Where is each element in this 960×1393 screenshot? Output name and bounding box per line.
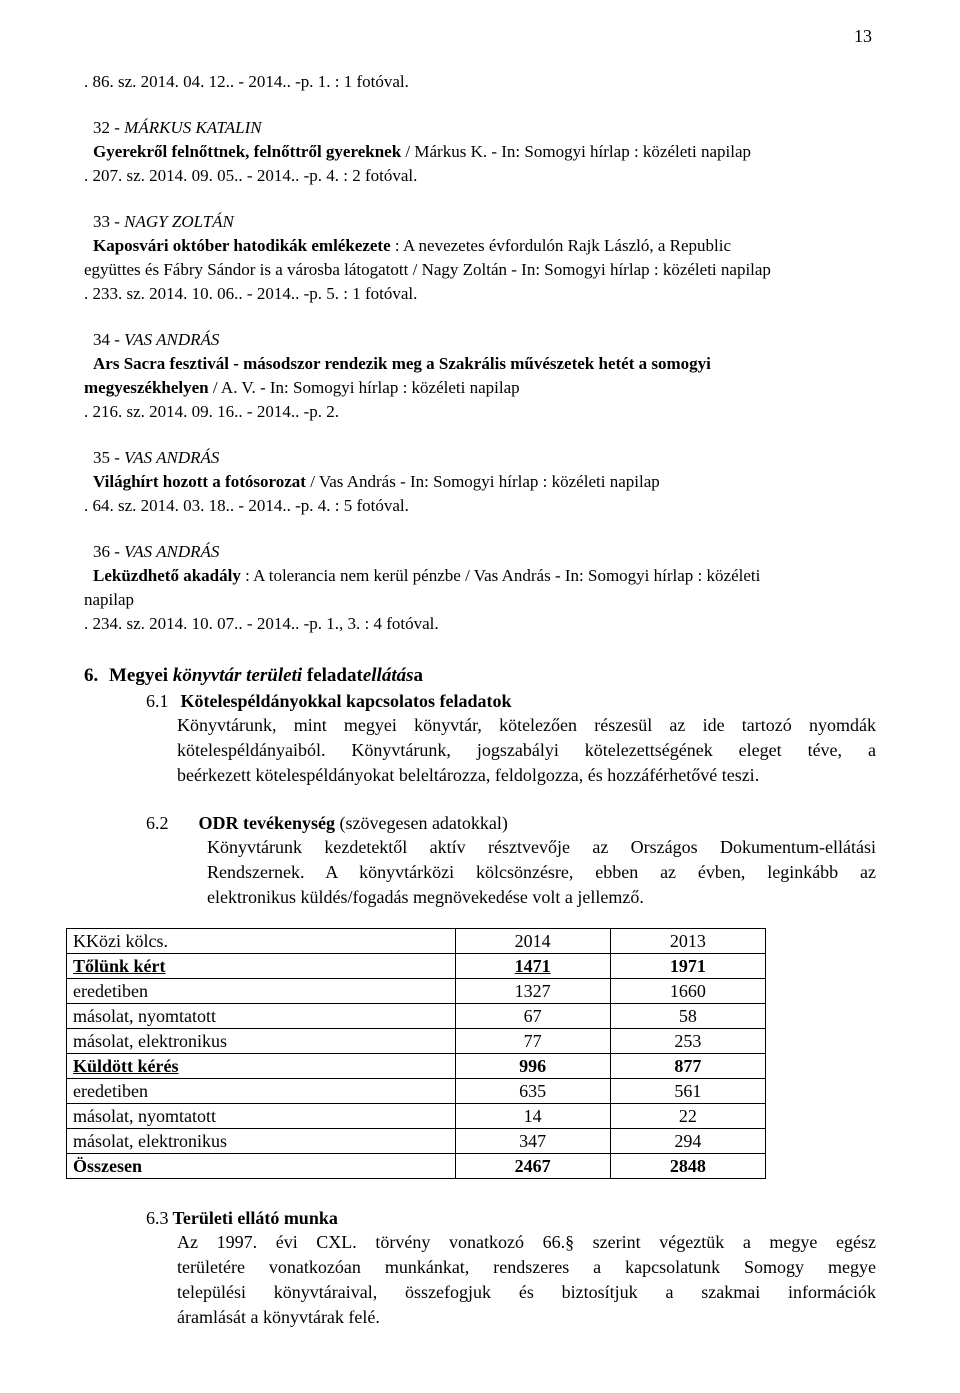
entry-number: 34 - <box>93 330 125 349</box>
entry-source: / A. V. - In: Somogyi hírlap : közéleti napilap <box>208 378 520 397</box>
table-row <box>67 1054 766 1079</box>
entry-number: 33 - <box>93 212 125 231</box>
entry-author: NAGY ZOLTÁN <box>124 212 234 231</box>
s63-line-2: területére vonatkozóan munkánkat, rendszeres a kapcsolatunk Somogy megye <box>177 1257 876 1277</box>
table-header-cell: 2014 <box>455 929 610 954</box>
entry-title: Világhírt hozott a fotósorozat <box>93 472 306 491</box>
heading-part: a <box>413 665 423 686</box>
entry-33-author-line <box>93 210 234 234</box>
entry-number: 36 - <box>93 542 125 561</box>
entry-author: VAS ANDRÁS <box>124 448 220 467</box>
cell-2014: 1327 <box>455 979 610 1004</box>
page-number: 13 <box>854 26 872 46</box>
subsection-6-3-heading <box>146 1206 338 1231</box>
row-label: eredetiben <box>67 1079 456 1104</box>
cell-2014: 1471 <box>455 954 610 979</box>
interlibrary-loan-table <box>66 928 766 1179</box>
cell-2013: 294 <box>610 1129 765 1154</box>
table-header-row <box>67 929 766 954</box>
subsection-6-2-heading <box>146 811 508 836</box>
entry-title: Leküzdhető akadály <box>93 566 241 585</box>
subsection-number: 6.2 <box>146 813 169 833</box>
entry-34-issue: . 216. sz. 2014. 09. 16.. - 2014.. -p. 2. <box>84 402 339 421</box>
s61-line-1: Könyvtárunk, mint megyei könyvtár, kötelezően részesül az ide tartozó nyomdák <box>177 715 876 735</box>
entry-32-issue: . 207. sz. 2014. 09. 05.. - 2014.. -p. 4. : 2 fotóval. <box>84 166 418 185</box>
subsection-title: ODR tevékenység <box>198 813 335 833</box>
entry-34-title-line: Ars Sacra fesztivál - másodszor rendezik meg a Szakrális művészetek hetét a somogyi <box>93 354 711 373</box>
cell-2013: 561 <box>610 1079 765 1104</box>
cell-2014: 67 <box>455 1004 610 1029</box>
entry-source: : A tolerancia nem kerül pénzbe / Vas András - In: Somogyi hírlap : közéleti <box>240 566 761 585</box>
entry-source: / Vas András - In: Somogyi hírlap : közéleti napilap <box>305 472 660 491</box>
entry-34-title-line-2 <box>84 376 520 400</box>
heading-part-italic: ellátás <box>362 665 414 686</box>
table-header-cell: 2013 <box>610 929 765 954</box>
table-row-total <box>67 1154 766 1179</box>
entry-32-author-line <box>93 116 262 140</box>
cell-2014: 77 <box>455 1029 610 1054</box>
entry-author: VAS ANDRÁS <box>124 542 220 561</box>
s63-line-4: áramlását a könyvtárak felé. <box>177 1307 380 1327</box>
s61-line-3: beérkezett kötelespéldányokat beleltározza, feldolgozza, és hozzáférhetővé teszi. <box>177 765 760 785</box>
s62-line-1: Könyvtárunk kezdetektől aktív résztvevője az Országos Dokumentum-ellátási <box>207 837 876 857</box>
cell-2013: 22 <box>610 1104 765 1129</box>
cell-2014: 996 <box>455 1054 610 1079</box>
entry-33-source: együttes és Fábry Sándor is a városba látogatott / Nagy Zoltán - In: Somogyi hírlap : közéleti napilap <box>84 260 771 279</box>
s63-line-3: települési könyvtáraival, összefogjuk és biztosítjuk a szakmai információk <box>177 1282 876 1302</box>
cell-2014: 2467 <box>455 1154 610 1179</box>
row-label: másolat, elektronikus <box>67 1129 456 1154</box>
table-row <box>67 1029 766 1054</box>
row-label: másolat, nyomtatott <box>67 1104 456 1129</box>
entry-36-title-line <box>93 564 760 588</box>
entry-36-author-line <box>93 540 219 564</box>
entry-title: Gyerekről felnőttnek, felnőttről gyereknek <box>93 142 402 161</box>
cell-2014: 347 <box>455 1129 610 1154</box>
row-label: Tőlünk kért <box>67 954 456 979</box>
entry-title: megyeszékhelyen <box>84 378 209 397</box>
entry-author: VAS ANDRÁS <box>124 330 220 349</box>
entry-32-title-line <box>93 140 751 164</box>
s62-line-3: elektronikus küldés/fogadás megnövekedése volt a jellemző. <box>207 887 644 907</box>
subsection-6-1-heading <box>146 689 512 714</box>
table-row <box>67 954 766 979</box>
entry-title: Kaposvári október hatodikák emlékezete <box>93 236 391 255</box>
entry-number: 35 - <box>93 448 125 467</box>
section-6-heading <box>84 663 423 689</box>
s61-line-2: kötelespéldányaiból. Könyvtárunk, jogszabályi kötelezettségének eleget téve, a <box>177 740 876 760</box>
heading-part: Megyei <box>109 665 173 686</box>
entry-36-source-cont: napilap <box>84 590 135 609</box>
entry-34-author-line <box>93 328 219 352</box>
entry-33-issue: . 233. sz. 2014. 10. 06.. - 2014.. -p. 5. : 1 fotóval. <box>84 284 418 303</box>
row-label: másolat, nyomtatott <box>67 1004 456 1029</box>
cell-2013: 58 <box>610 1004 765 1029</box>
cell-2013: 1660 <box>610 979 765 1004</box>
entry-35-author-line <box>93 446 219 470</box>
entry-33-title-line <box>93 234 731 258</box>
s63-line-1: Az 1997. évi CXL. törvény vonatkozó 66.§ szerint végeztük a megye egész <box>177 1232 876 1252</box>
heading-part-italic: könyvtár területi <box>172 665 303 686</box>
row-label: eredetiben <box>67 979 456 1004</box>
entry-31-tail: . 86. sz. 2014. 04. 12.. - 2014.. -p. 1. : 1 fotóval. <box>84 72 409 91</box>
row-label: másolat, elektronikus <box>67 1029 456 1054</box>
section-number: 6. <box>84 665 99 686</box>
cell-2013: 2848 <box>610 1154 765 1179</box>
table-row <box>67 979 766 1004</box>
subsection-number: 6.3 <box>146 1208 169 1228</box>
subsection-title-rest: (szövegesen adatokkal) <box>334 813 508 833</box>
cell-2013: 1971 <box>610 954 765 979</box>
subsection-number: 6.1 <box>146 691 169 711</box>
subsection-title: Kötelespéldányokkal kapcsolatos feladatok <box>180 691 512 711</box>
cell-2014: 14 <box>455 1104 610 1129</box>
entry-36-issue: . 234. sz. 2014. 10. 07.. - 2014.. -p. 1., 3. : 4 fotóval. <box>84 614 439 633</box>
table-row <box>67 1004 766 1029</box>
row-label: Küldött kérés <box>67 1054 456 1079</box>
entry-source: / Márkus K. - In: Somogyi hírlap : közéleti napilap <box>401 142 752 161</box>
cell-2013: 253 <box>610 1029 765 1054</box>
entry-number: 32 - <box>93 118 125 137</box>
entry-35-title-line <box>93 470 660 494</box>
table-header-cell: KKözi kölcs. <box>67 929 456 954</box>
cell-2014: 635 <box>455 1079 610 1104</box>
heading-part: feladat <box>302 665 363 686</box>
subsection-title: Területi ellátó munka <box>172 1208 338 1228</box>
row-label: Összesen <box>67 1154 456 1179</box>
table-row <box>67 1079 766 1104</box>
table-row <box>67 1104 766 1129</box>
cell-2013: 877 <box>610 1054 765 1079</box>
s62-line-2: Rendszernek. A könyvtárközi kölcsönzésre, ebben az évben, leginkább az <box>207 862 876 882</box>
entry-subtitle: : A nevezetes évfordulón Rajk László, a Republic <box>390 236 732 255</box>
table-row <box>67 1129 766 1154</box>
entry-author: MÁRKUS KATALIN <box>124 118 262 137</box>
entry-35-issue: . 64. sz. 2014. 03. 18.. - 2014.. -p. 4. : 5 fotóval. <box>84 496 409 515</box>
